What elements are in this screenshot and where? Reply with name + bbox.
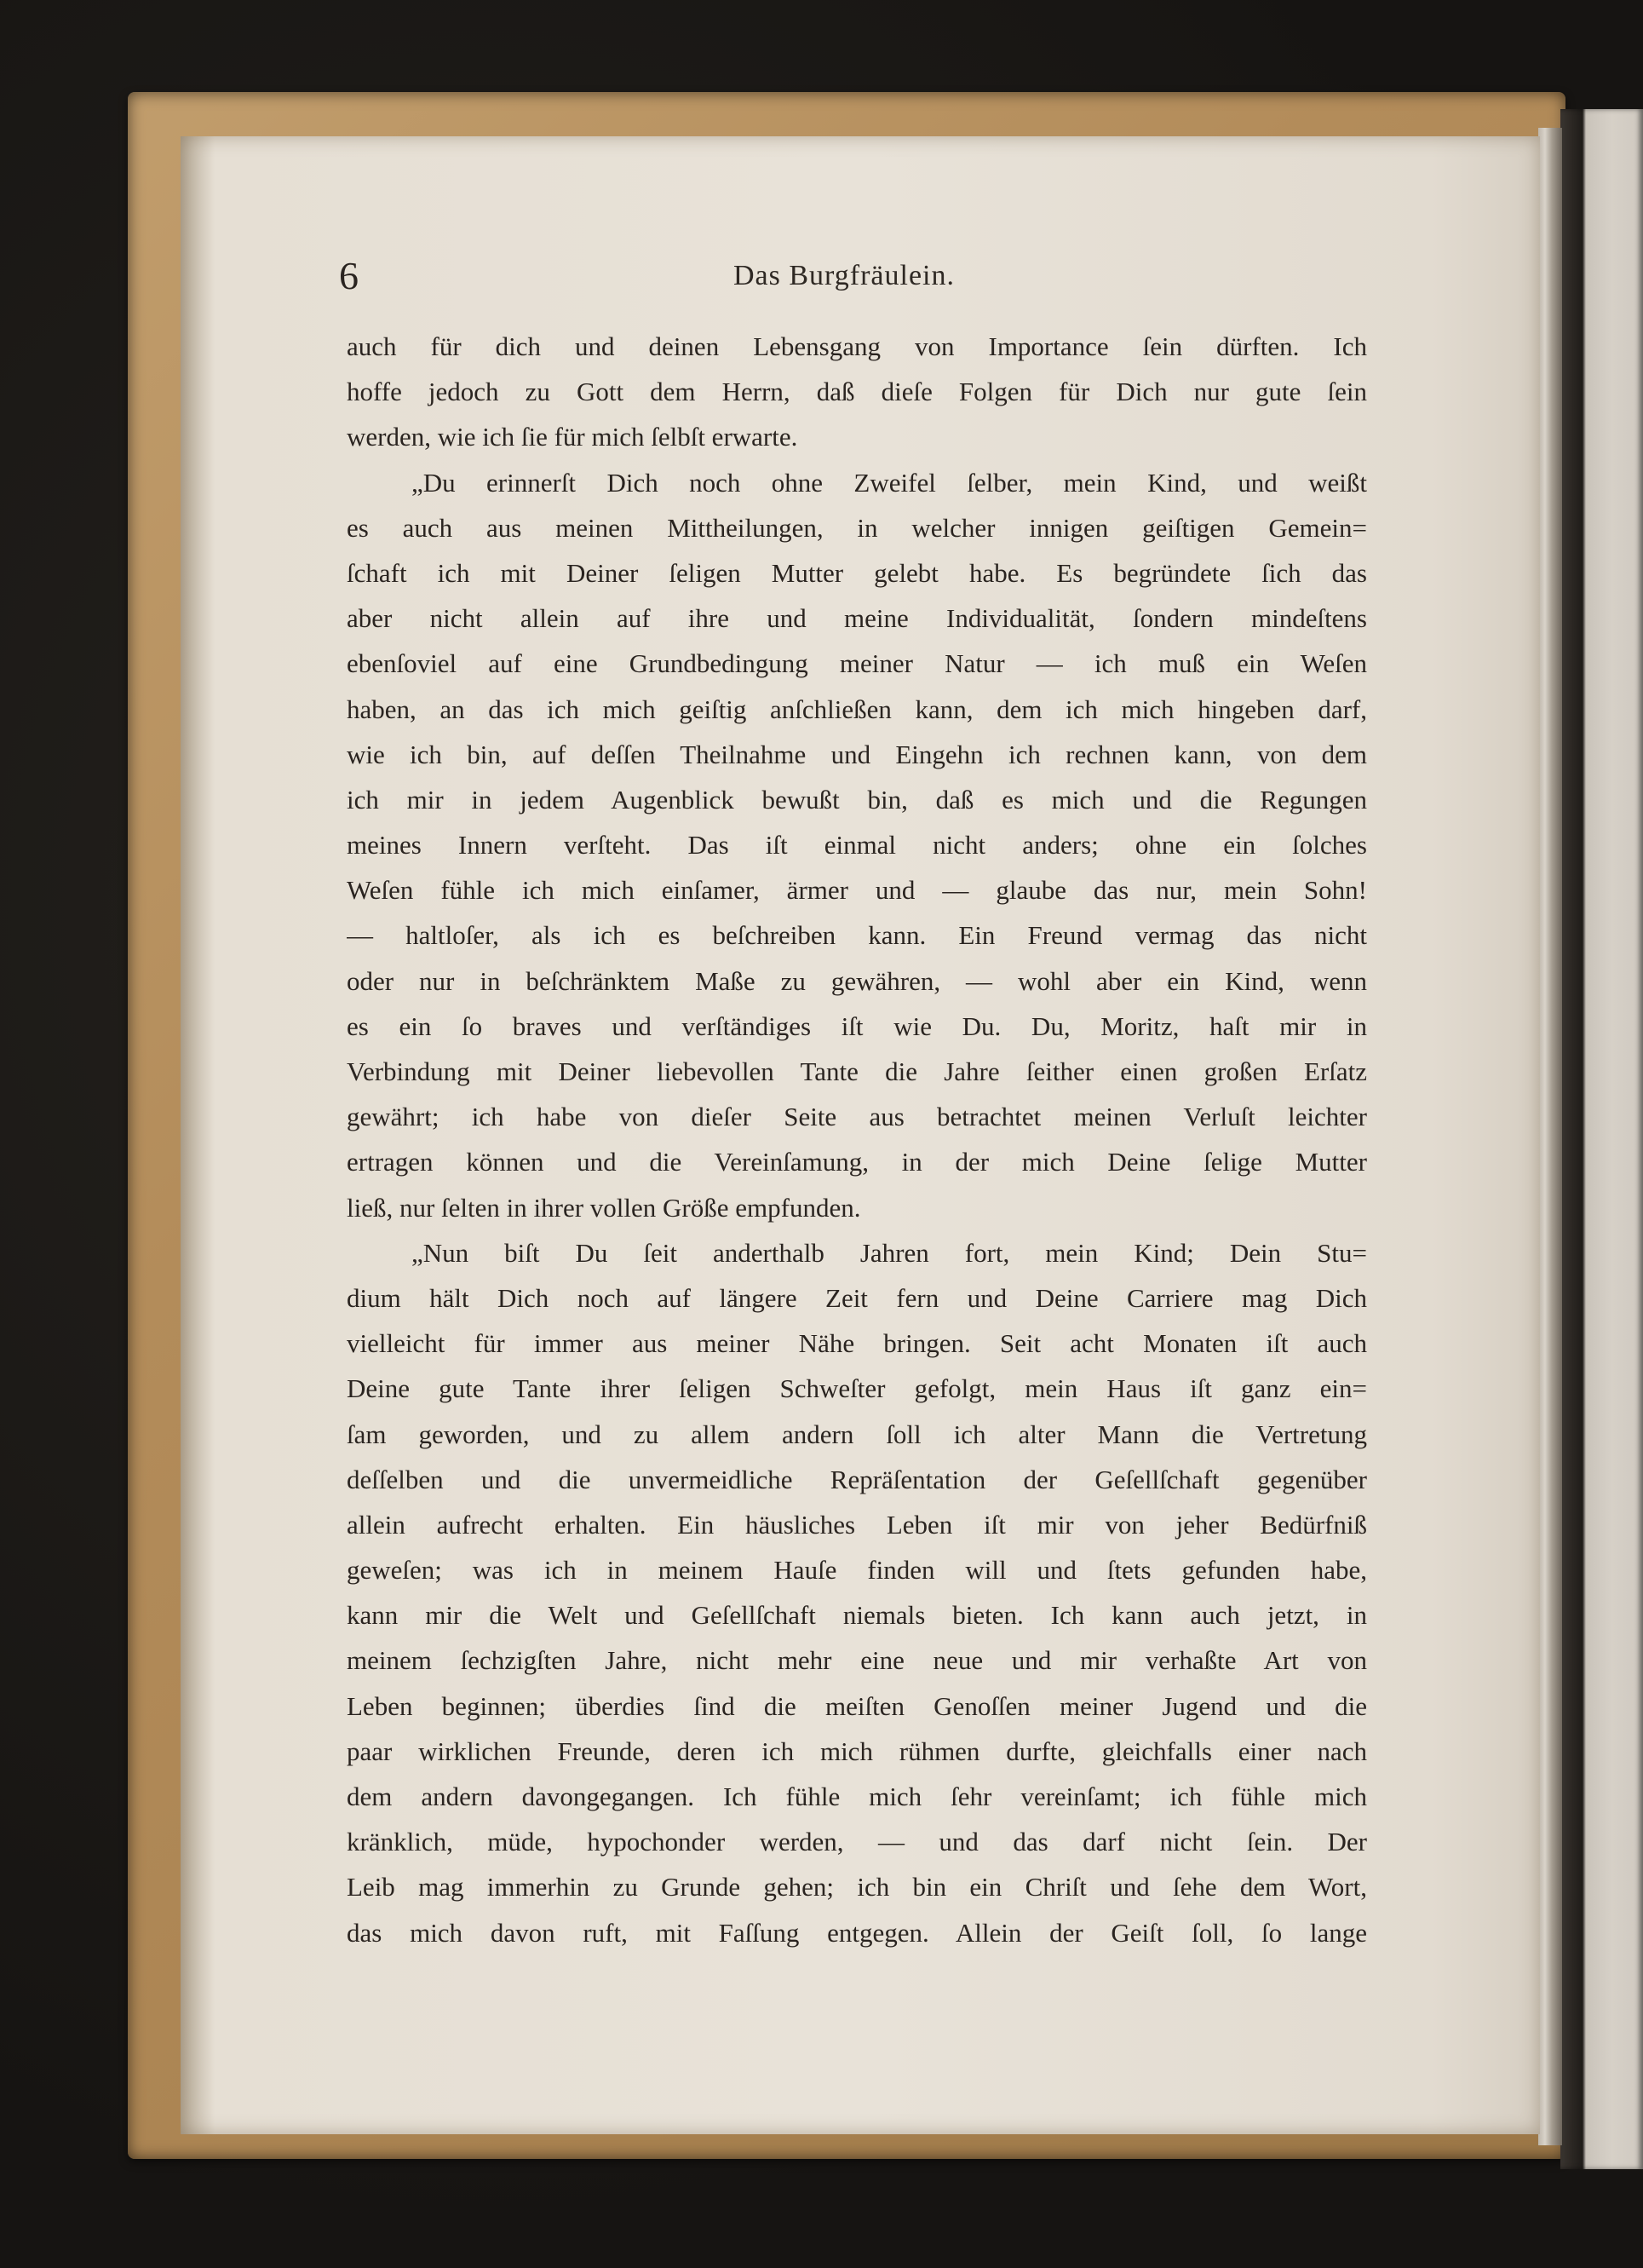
text-line: gewährt; ich habe von dieſer Seite aus betrachtet meinen Verluſt leichter [347, 1102, 1367, 1132]
text-line: oder nur in beſchränktem Maße zu gewähren, — wohl aber ein Kind, wenn [347, 965, 1367, 996]
text-line: meines Innern verſteht. Das iſt einmal nicht anders; ohne ein ſolches [347, 830, 1367, 861]
text-line: ſchaft ich mit Deiner ſeligen Mutter gelebt habe. Es begründete ſich das [347, 557, 1367, 588]
text-line: werden, wie ich ſie für mich ſelbſt erwarte. [347, 422, 798, 452]
text-line: „Nun biſt Du ſeit anderthalb Jahren fort, mein Kind; Dein Stu= [411, 1237, 1367, 1268]
text-line: es ein ſo braves und verſtändiges iſt wie Du. Du, Moritz, haſt mir in [347, 1010, 1367, 1041]
text-line: hoffe jedoch zu Gott dem Herrn, daß dieſe Folgen für Dich nur gute ſein [347, 377, 1367, 407]
text-line: dium hält Dich noch auf längere Zeit fern und Deine Carriere mag Dich [347, 1282, 1367, 1313]
text-line: allein aufrecht erhalten. Ein häusliches Leben iſt mir von jeher Bedürfniß [347, 1509, 1367, 1540]
page-number: 6 [339, 254, 359, 297]
text-line: ſam geworden, und zu allem andern ſoll ich alter Mann die Vertretung [347, 1419, 1367, 1449]
page-gutter-shadow [181, 136, 215, 2134]
text-line: deſſelben und die unvermeidliche Repräſentation der Geſellſchaft gegenüber [347, 1464, 1367, 1494]
text-line: Verbindung mit Deiner liebevollen Tante die Jahre ſeither einen großen Erſatz [347, 1056, 1367, 1086]
text-line: geweſen; was ich in meinem Hauſe finden will und ſtets gefunden habe, [347, 1555, 1367, 1586]
adjacent-page-stack [1560, 109, 1643, 2169]
text-line: haben, an das ich mich geiſtig anſchließen kann, dem ich mich hingeben darf, [347, 694, 1367, 724]
text-line: „Du erinnerſt Dich noch ohne Zweifel ſelber, mein Kind, und weißt [411, 467, 1367, 498]
text-line: ich mir in jedem Augenblick bewußt bin, daß es mich und die Regungen [347, 784, 1367, 815]
text-line: auch für dich und deinen Lebensgang von Importance ſein dürften. Ich [347, 331, 1367, 361]
text-line: ertragen können und die Vereinſamung, in der mich Deine ſelige Mutter [347, 1147, 1367, 1177]
text-line: kränklich, müde, hypochonder werden, — und das darf nicht ſein. Der [347, 1827, 1367, 1857]
text-line: Leben beginnen; überdies ſind die meiſten Genoſſen meiner Jugend und die [347, 1690, 1367, 1721]
text-line: ließ, nur ſelten in ihrer vollen Größe empfunden. [347, 1192, 861, 1223]
text-line: Weſen fühle ich mich einſamer, ärmer und — glaube das nur, mein Sohn! [347, 875, 1367, 906]
page-edge [1538, 128, 1562, 2145]
text-line: paar wirklichen Freunde, deren ich mich rühmen durfte, gleichfalls einer nach [347, 1736, 1367, 1766]
text-line: meinem ſechzigſten Jahre, nicht mehr eine neue und mir verhaßte Art von [347, 1645, 1367, 1676]
text-line: Deine gute Tante ihrer ſeligen Schweſter gefolgt, mein Haus iſt ganz ein= [347, 1373, 1367, 1404]
text-line: kann mir die Welt und Geſellſchaft niemals bieten. Ich kann auch jetzt, in [347, 1600, 1367, 1631]
text-line: dem andern davongegangen. Ich fühle mich ſehr vereinſamt; ich fühle mich [347, 1782, 1367, 1811]
body-text [347, 324, 1367, 1955]
text-line: wie ich bin, auf deſſen Theilnahme und Eingehn ich rechnen kann, von dem [347, 739, 1367, 769]
running-title: Das Burgfräulein. [733, 260, 955, 291]
text-line: das mich davon ruft, mit Faſſung entgegen. Allein der Geiſt ſoll, ſo lange [347, 1917, 1367, 1948]
text-line: Leib mag immerhin zu Grunde gehen; ich bin ein Chriſt und ſehe dem Wort, [347, 1872, 1367, 1902]
text-line: es auch aus meinen Mittheilungen, in welcher innigen geiſtigen Gemein= [347, 512, 1367, 543]
text-line: aber nicht allein auf ihre und meine Individualität, ſondern mindeſtens [347, 603, 1367, 634]
text-line: vielleicht für immer aus meiner Nähe bringen. Seit acht Monaten iſt auch [347, 1328, 1367, 1359]
text-line: — haltloſer, als ich es beſchreiben kann. Ein Freund vermag das nicht [347, 920, 1367, 951]
text-line: ebenſoviel auf eine Grundbedingung meiner Natur — ich muß ein Weſen [347, 648, 1367, 679]
